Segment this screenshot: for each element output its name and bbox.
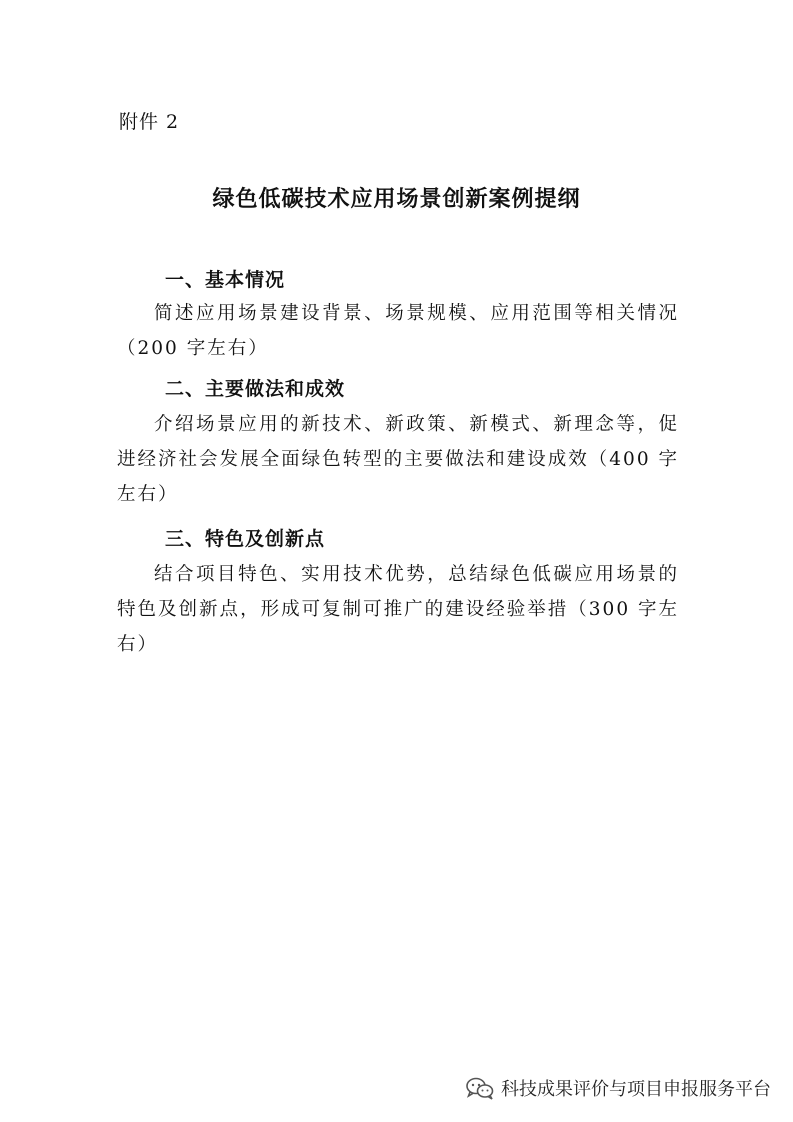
section-heading-basic-info: 一、基本情况 [165, 269, 286, 291]
source-watermark [465, 1075, 771, 1101]
section-body-practices: 介绍场景应用的新技术、新政策、新模式、新理念等，促进经济社会发展全面绿色转型的主要做法和建设成效（400 字左右） [117, 414, 679, 505]
section-heading-practices: 二、主要做法和成效 [165, 378, 346, 400]
watermark-text: 科技成果评价与项目申报服务平台 [501, 1079, 771, 1100]
section-body-features: 结合项目特色、实用技术优势，总结绿色低碳应用场景的特色及创新点，形成可复制可推广的建设经验举措（300 字左右） [117, 564, 679, 655]
document-title: 绿色低碳技术应用场景创新案例提纲 [212, 187, 581, 212]
section-heading-features: 三、特色及创新点 [165, 528, 326, 550]
wechat-icon [465, 1076, 495, 1100]
attachment-label: 附件 2 [119, 111, 180, 133]
section-body-basic-info: 简述应用场景建设背景、场景规模、应用范围等相关情况（200 字左右） [117, 303, 679, 359]
